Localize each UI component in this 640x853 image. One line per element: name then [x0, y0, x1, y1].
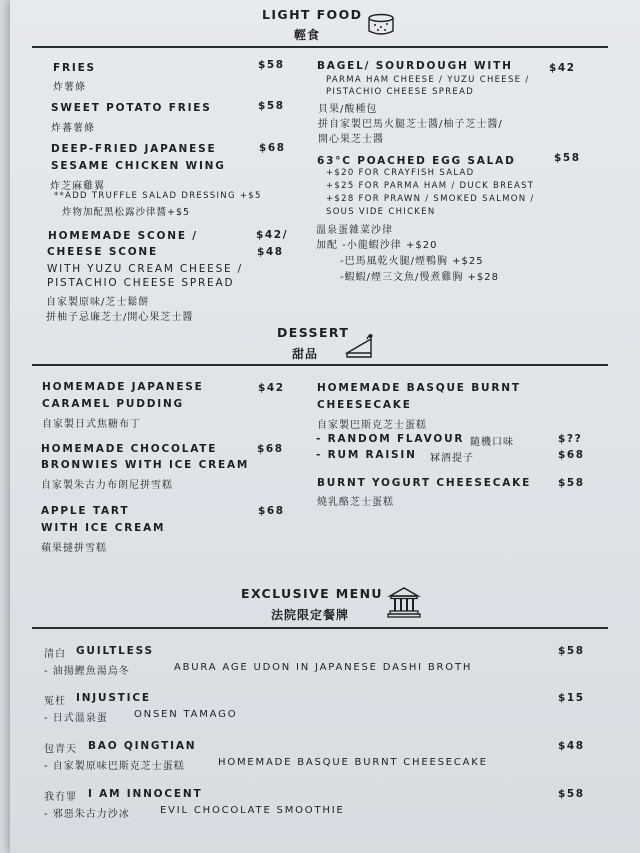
item-chinese: 開心果芝士醬 [318, 134, 384, 145]
item-chinese: 蘋果撻拼雪糕 [41, 543, 107, 554]
exclusive-subtitle: 法院限定餐牌 [271, 608, 350, 622]
exclusive-title-en: INJUSTICE [76, 692, 151, 704]
exclusive-title: EXCLUSIVE MENU [241, 586, 383, 601]
item-price: $68 [258, 505, 285, 517]
item-price: $58 [258, 59, 285, 71]
light-food-title: LIGHT FOOD [262, 7, 363, 22]
option-chinese: 冧酒提子 [430, 453, 474, 464]
item-chinese: 自家製日式焦糖布丁 [42, 419, 141, 430]
item-chinese: -蝦蝦/煙三文魚/慢煮雞胸 +$28 [340, 272, 499, 283]
item-name: SESAME CHICKEN WING [51, 160, 226, 172]
exclusive-title-cn: 清白 [44, 649, 66, 660]
item-name: HOMEMADE JAPANESE [42, 381, 204, 393]
exclusive-desc-en: HOMEMADE BASQUE BURNT CHEESECAKE [218, 757, 488, 768]
cake-roll-icon [366, 13, 396, 37]
item-name: CHEESE SCONE [47, 246, 158, 258]
item-description: SOUS VIDE CHICKEN [326, 207, 436, 217]
item-price: $42 [258, 382, 285, 394]
item-description: PISTACHIO CHEESE SPREAD [47, 277, 235, 289]
option-price: $?? [558, 433, 583, 445]
item-name: SWEET POTATO FRIES [51, 102, 212, 114]
item-note: **ADD TRUFFLE SALAD DRESSING +$5 [54, 191, 262, 201]
option-label: - RANDOM FLAVOUR [316, 433, 465, 445]
item-name: BRONWIES WITH ICE CREAM [41, 459, 250, 471]
exclusive-desc-en: ABURA AGE UDON IN JAPANESE DASHI BROTH [174, 662, 473, 673]
item-name: 63°C POACHED EGG SALAD [317, 155, 516, 167]
exclusive-title-en: GUILTLESS [76, 645, 154, 657]
item-name: FRIES [53, 62, 96, 74]
exclusive-title-cn: 我冇罪 [44, 792, 77, 803]
item-chinese: 自家製朱古力布朗尼拼雪糕 [41, 480, 173, 491]
item-price: $68 [259, 142, 286, 154]
exclusive-price: $15 [558, 692, 585, 704]
item-price: $58 [258, 100, 285, 112]
light-food-divider [32, 46, 608, 48]
item-chinese: 加配 -小龍蝦沙律 +$20 [316, 240, 438, 251]
item-chinese: 自家製原味/芝士鬆餅 [46, 297, 150, 308]
item-description: PARMA HAM CHEESE / YUZU CHEESE / [326, 75, 530, 85]
menu-page [10, 0, 640, 853]
item-description: WITH YUZU CREAM CHEESE / [47, 263, 243, 275]
item-chinese: 自家製巴斯克芝士蛋糕 [317, 420, 427, 431]
item-price: $68 [257, 443, 284, 455]
exclusive-price: $58 [558, 788, 585, 800]
item-description: +$28 FOR PRAWN / SMOKED SALMON / [326, 194, 535, 204]
item-name: DEEP-FRIED JAPANESE [51, 143, 217, 155]
item-price: $48 [257, 246, 284, 258]
item-name: WITH ICE CREAM [41, 522, 166, 534]
item-name: HOMEMADE CHOCOLATE [41, 443, 218, 455]
item-description: PISTACHIO CHEESE SPREAD [326, 87, 475, 97]
exclusive-title-en: I AM INNOCENT [88, 788, 203, 800]
item-chinese: 炸芝麻雞翼 [50, 181, 105, 192]
item-name: BURNT YOGURT CHEESECAKE [317, 477, 532, 489]
item-name: CARAMEL PUDDING [42, 398, 184, 410]
item-description: +$20 FOR CRAYFISH SALAD [326, 168, 475, 178]
dessert-subtitle: 甜品 [292, 347, 319, 361]
exclusive-price: $48 [558, 740, 585, 752]
exclusive-desc-en: EVIL CHOCOLATE SMOOTHIE [160, 805, 345, 816]
light-food-subtitle: 輕食 [294, 28, 321, 42]
item-chinese: 貝果/酸種包 [318, 104, 378, 115]
item-chinese: 拼自家製巴馬火腿芝士醬/柚子芝士醬/ [318, 119, 503, 130]
dessert-title: DESSERT [277, 325, 350, 340]
item-note-chinese: 炸物加配黑松露沙律醬+$5 [62, 207, 191, 218]
option-price: $68 [558, 449, 585, 461]
dessert-divider [32, 364, 608, 366]
item-chinese: 溫泉蛋雜菜沙律 [316, 225, 393, 236]
option-chinese: 隨機口味 [470, 437, 514, 448]
item-chinese: 拼柚子忌廉芝士/開心果芝士醬 [46, 312, 194, 323]
exclusive-desc-cn: - 邪惡朱古力沙冰 [44, 809, 130, 820]
item-price: $42/ [256, 229, 289, 241]
option-label: - RUM RAISIN [316, 449, 417, 461]
exclusive-divider [32, 627, 608, 629]
exclusive-title-en: BAO QINGTIAN [88, 740, 197, 752]
exclusive-title-cn: 冤枉 [44, 696, 66, 707]
exclusive-title-cn: 包青天 [44, 744, 77, 755]
item-chinese: 燒乳酪芝士蛋糕 [317, 497, 394, 508]
item-chinese: 炸蕃薯條 [51, 123, 95, 134]
item-name: HOMEMADE BASQUE BURNT [317, 382, 521, 394]
exclusive-desc-en: ONSEN TAMAGO [134, 709, 238, 720]
item-chinese: 炸薯條 [53, 82, 86, 93]
item-name: HOMEMADE SCONE / [48, 230, 198, 242]
item-description: +$25 FOR PARMA HAM / DUCK BREAST [326, 181, 535, 191]
courthouse-icon [387, 585, 421, 619]
item-price: $58 [558, 477, 585, 489]
item-price: $58 [554, 152, 581, 164]
item-price: $42 [549, 62, 576, 74]
exclusive-desc-cn: - 自家製原味巴斯克芝士蛋糕 [44, 761, 185, 772]
item-name: APPLE TART [41, 505, 130, 517]
exclusive-desc-cn: - 日式溫泉蛋 [44, 713, 108, 724]
exclusive-price: $58 [558, 645, 585, 657]
item-name: CHEESECAKE [317, 399, 412, 411]
cake-slice-icon [345, 333, 375, 359]
exclusive-desc-cn: - 油揚鰹魚湯烏冬 [44, 666, 130, 677]
item-name: BAGEL/ SOURDOUGH WITH [317, 60, 513, 72]
item-chinese: -巴馬風乾火腿/煙鴨胸 +$25 [340, 256, 484, 267]
